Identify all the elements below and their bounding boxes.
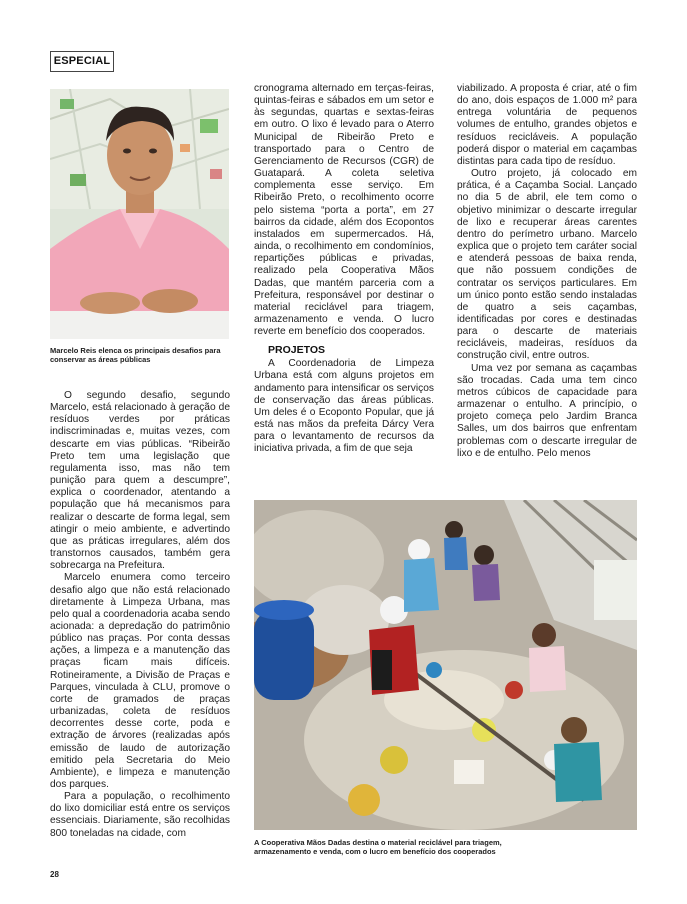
paragraph: viabilizado. A proposta é criar, até o fim do ano, dois espaços de 1.000 m² para entrega voluntária de pequenos volumes de entulho, grandes objetos e resíduos recicláveis. A população poderá dispor o material em caçambas distintas para cada tipo de resíduo.: [457, 83, 637, 167]
article-column-2: [254, 83, 434, 456]
paragraph: Uma vez por semana as caçambas são trocadas. Cada uma tem cinco metros cúbicos de capacidade para armazenar o entulho. A princípio, o projeto começa pelo Jardim Branca Salles, um dos bairros que enfrentam problemas com o descarte irregular de lixo e de entulho. Pelo menos: [457, 362, 637, 459]
section-heading: PROJETOS: [268, 344, 325, 357]
portrait-caption: Marcelo Reis elenca os principais desafios para conservar as áreas públicas: [50, 346, 221, 364]
paragraph: Marcelo enumera como terceiro desafio algo que não está relacionado diretamente à Limpeza Urbana, mas pelo qual a coordenadoria acaba sendo acionada: a depredação do patrimônio público nas praças. Por conta dessas ações, a limpeza e a manutenção das praças ficam mais difíceis. Rotineiramente, a Divisão de Praças e Parques, vinculada à CLU, promove o corte de gramados de praças urbanizadas, coleta de resíduos decorrentes desse corte, poda e extração de árvores (realizadas após emissão de laudo de autorização emitido pela Secretaria do Meio Ambiente), e limpeza e manutenção dos parques.: [50, 572, 230, 790]
article-column-3: [457, 83, 637, 460]
paragraph: O segundo desafio, segundo Marcelo, está relacionado à geração de resíduos verdes por práticas indiscriminadas e, muitas vezes, com descarte em vias públicas. “Ribeirão Preto tem uma legislação que regulamenta isso, mas não tem punição para quem a descumpre”, explica o coordenador, atentando a população que há mecanismos para realizar o descarte de forma legal, sem atingir o meio ambiente, e advertindo que as práticas irregulares, além dos transtornos causados, também gera sobrecarga na Prefeitura.: [50, 390, 230, 572]
article-column-1: [50, 390, 230, 840]
section-label: ESPECIAL: [50, 51, 114, 72]
paragraph: cronograma alternado em terças-feiras, quintas-feiras e sábados em um setor e às segundas, quartas e sextas-feiras em outro. O lixo é levado para o Aterro Municipal de Ribeirão Preto e transportado para o Centro de Gerenciamento de Recursos (CGR) de Guatapará. A coleta seletiva complementa esse serviço. Em Ribeirão Preto, o recolhimento ocorre pelo sistema “porta a porta”, em 27 bairros da cidade, além dos Ecopontos instalados em supermercados. Há, ainda, o recolhimento em condomínios, repartições públicas e privadas, realizado pela Cooperativa Mãos Dadas, que mantém parceria com a Prefeitura, responsável por destinar o material reciclável para triagem, armazenamento e venda. O lucro reverte em benefício dos cooperados.: [254, 83, 434, 338]
paragraph: Para a população, o recolhimento do lixo domiciliar está entre os serviços essenciais. Diariamente, são recolhidas 800 toneladas na cidade, com: [50, 791, 230, 839]
paragraph: A Coordenadoria de Limpeza Urbana está com alguns projetos em andamento para intensificar os serviços de conservação das áreas públicas. Um deles é o Ecoponto Popular, que já está nas mãos da prefeita Dárcy Vera para o levantamento de recursos da iniciativa privada, a fim de que seja: [254, 358, 434, 455]
recycling-photo: [254, 500, 637, 830]
portrait-photo: [50, 89, 229, 339]
recycling-caption: A Cooperativa Mãos Dadas destina o material reciclável para triagem, armazenamento e venda, com o lucro em benefício dos cooperados: [254, 838, 502, 856]
paragraph: Outro projeto, já colocado em prática, é a Caçamba Social. Lançado no dia 5 de abril, ele tem como o objetivo minimizar o descarte irregular de lixo e recuperar áreas carentes dentro do perímetro urbano. Marcelo explica que o projeto tem caráter social e atenderá pessoas de baixa renda, que não possuem condições de contratar os serviços particulares. Em um único ponto estão sendo instaladas de quatro a seis caçambas, identificadas por cores e destinadas para o descarte de materiais recicláveis, madeiras, resíduos da construção civil, entre outros.: [457, 168, 637, 362]
page-number: 28: [50, 870, 59, 879]
